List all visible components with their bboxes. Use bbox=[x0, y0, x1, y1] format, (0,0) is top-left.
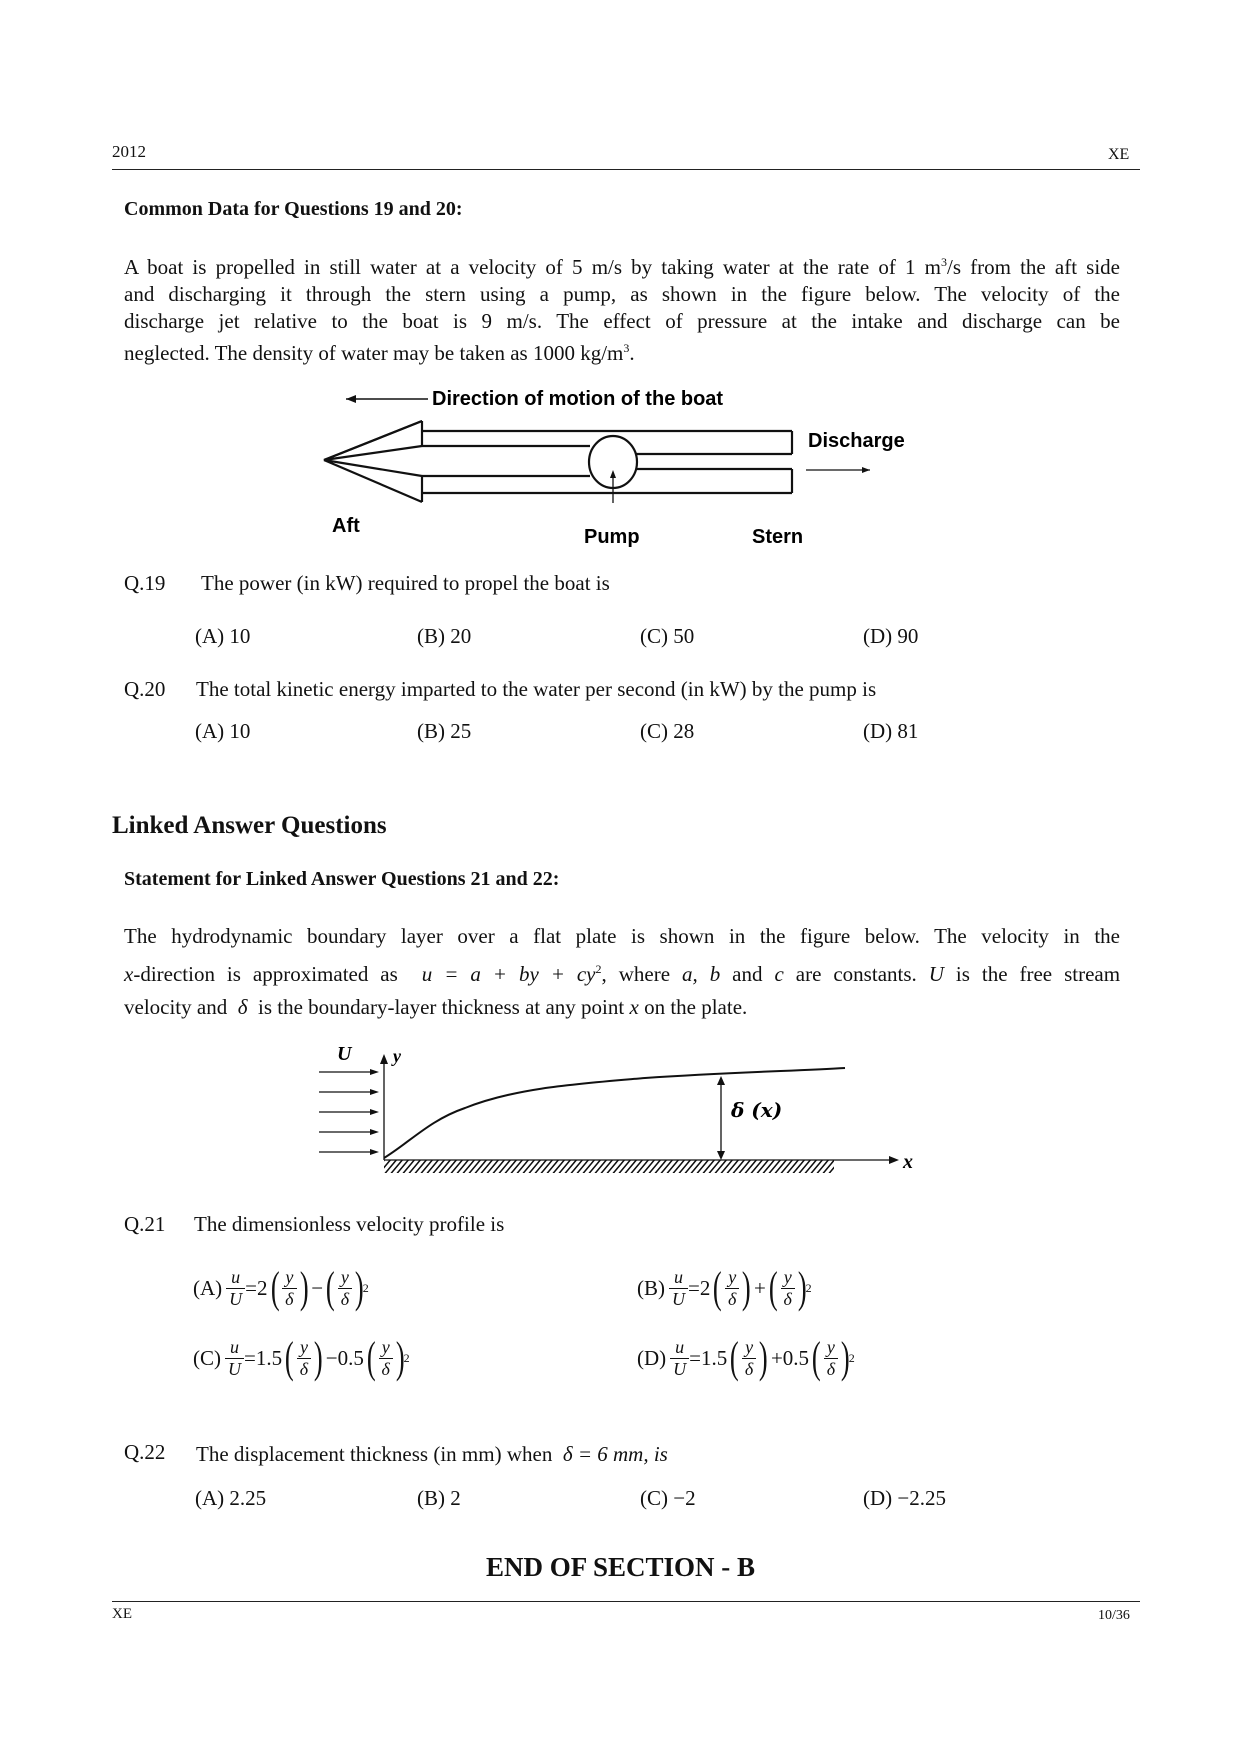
common-data-line-1: A boat is propelled in still water at a velocity of 5 m/s by taking water at the rate of 1 $m^3/s$ from the aft side bbox=[124, 255, 1121, 279]
header-paper-code: XE bbox=[1108, 146, 1130, 163]
free-stream-arrows bbox=[319, 1069, 379, 1155]
q20-number: Q.20 bbox=[124, 677, 166, 701]
discharge-label: Discharge bbox=[808, 430, 905, 452]
q22-number: Q.22 bbox=[124, 1440, 166, 1464]
q22-text: The displacement thickness (in mm) when δ = 6 mm, is bbox=[196, 1442, 668, 1466]
q21-option-b[interactable]: (B) $\frac{u}{U}$ = 2 ( $\frac{y}{\delta}$ ) + ( $\frac{y}{\delta}$ ) 2 bbox=[637, 1263, 812, 1312]
common-data-heading: Common Data for Questions 19 and 20: bbox=[124, 198, 463, 220]
q20-option-d[interactable]: (D) 81 bbox=[863, 719, 919, 743]
linked-paragraph bbox=[124, 920, 1120, 1024]
q19-option-a[interactable]: (A) 10 bbox=[195, 624, 251, 648]
pump-label: Pump bbox=[584, 526, 640, 548]
q21-number: Q.21 bbox=[124, 1212, 166, 1236]
q20-option-a[interactable]: (A) 10 bbox=[195, 719, 251, 743]
q21-option-d[interactable]: (D) $\frac{u}{U}$ = 1.5 ( $\frac{y}{\delta}$ ) + 0.5 ( $\frac{y}{\delta}$ ) 2 bbox=[637, 1333, 855, 1382]
footer-page-number: 10/36 bbox=[1098, 1608, 1130, 1623]
y-label: y bbox=[393, 1046, 401, 1066]
linked-statement-heading: Statement for Linked Answer Questions 21 and 22: bbox=[124, 868, 560, 890]
linked-line-3: velocity and δ is the boundary-layer thickness at any point x on the plate. bbox=[124, 995, 748, 1019]
q20-option-c[interactable]: (C) 28 bbox=[640, 719, 695, 743]
q20-text: The total kinetic energy imparted to the water per second (in kW) by the pump is bbox=[196, 677, 877, 701]
direction-label: Direction of motion of the boat bbox=[432, 388, 724, 410]
direction-arrowhead bbox=[346, 395, 356, 403]
q22-option-b[interactable]: (B) 2 bbox=[417, 1486, 461, 1510]
linked-section-title: Linked Answer Questions bbox=[112, 812, 387, 839]
q19-text: The power (in kW) required to propel the boat is bbox=[201, 571, 610, 595]
header-year: 2012 bbox=[112, 142, 146, 161]
common-data-line-4: neglected. The density of water may be taken as 1000 $kg/m^3$. bbox=[124, 341, 635, 365]
q21-option-c[interactable]: (C) $\frac{u}{U}$ = 1.5 ( $\frac{y}{\delta}$ ) − 0.5 ( $\frac{y}{\delta}$ ) 2 bbox=[193, 1333, 410, 1382]
q20-option-b[interactable]: (B) 25 bbox=[417, 719, 472, 743]
linked-line-1: The hydrodynamic boundary layer over a flat plate is shown in the figure below. The velocity in the bbox=[124, 924, 1120, 948]
x-label: x bbox=[903, 1151, 913, 1173]
boundary-layer-diagram bbox=[315, 1040, 935, 1190]
header-rule bbox=[112, 169, 1140, 170]
q21-option-a[interactable]: (A) $\frac{u}{U}$ = 2 ( $\frac{y}{\delta}$ ) − ( $\frac{y}{\delta}$ ) 2 bbox=[193, 1263, 369, 1312]
aft-label: Aft bbox=[332, 515, 360, 537]
common-data-line-2: and discharging it through the stern using a pump, as shown in the figure below. The velocity of the bbox=[124, 282, 1120, 306]
linked-line-2: x-direction is approximated as u = a + by + $cy^2$, where a, b and c are constants. U is the free stream bbox=[124, 962, 1121, 986]
footer-rule bbox=[112, 1601, 1140, 1602]
flat-plate bbox=[384, 1160, 834, 1173]
boat-diagram bbox=[310, 378, 930, 558]
end-of-section: END OF SECTION - B bbox=[485, 1552, 756, 1582]
footer-paper-code: XE bbox=[112, 1606, 132, 1622]
q19-number: Q.19 bbox=[124, 571, 166, 595]
common-data-line-3: discharge jet relative to the boat is 9 m/s. The effect of pressure at the intake and discharge can be bbox=[124, 309, 1120, 333]
q19-option-d[interactable]: (D) 90 bbox=[863, 624, 919, 648]
common-data-paragraph bbox=[124, 249, 1120, 367]
delta-x-label: δ (x) bbox=[731, 1098, 783, 1122]
stern-label: Stern bbox=[752, 526, 804, 548]
q19-option-c[interactable]: (C) 50 bbox=[640, 624, 695, 648]
q22-option-d[interactable]: (D) −2.25 bbox=[863, 1486, 946, 1510]
q19-option-b[interactable]: (B) 20 bbox=[417, 624, 472, 648]
q21-text: The dimensionless velocity profile is bbox=[194, 1212, 505, 1236]
U-label: U bbox=[337, 1043, 352, 1065]
q22-option-a[interactable]: (A) 2.25 bbox=[195, 1486, 267, 1510]
q22-option-c[interactable]: (C) −2 bbox=[640, 1486, 696, 1510]
